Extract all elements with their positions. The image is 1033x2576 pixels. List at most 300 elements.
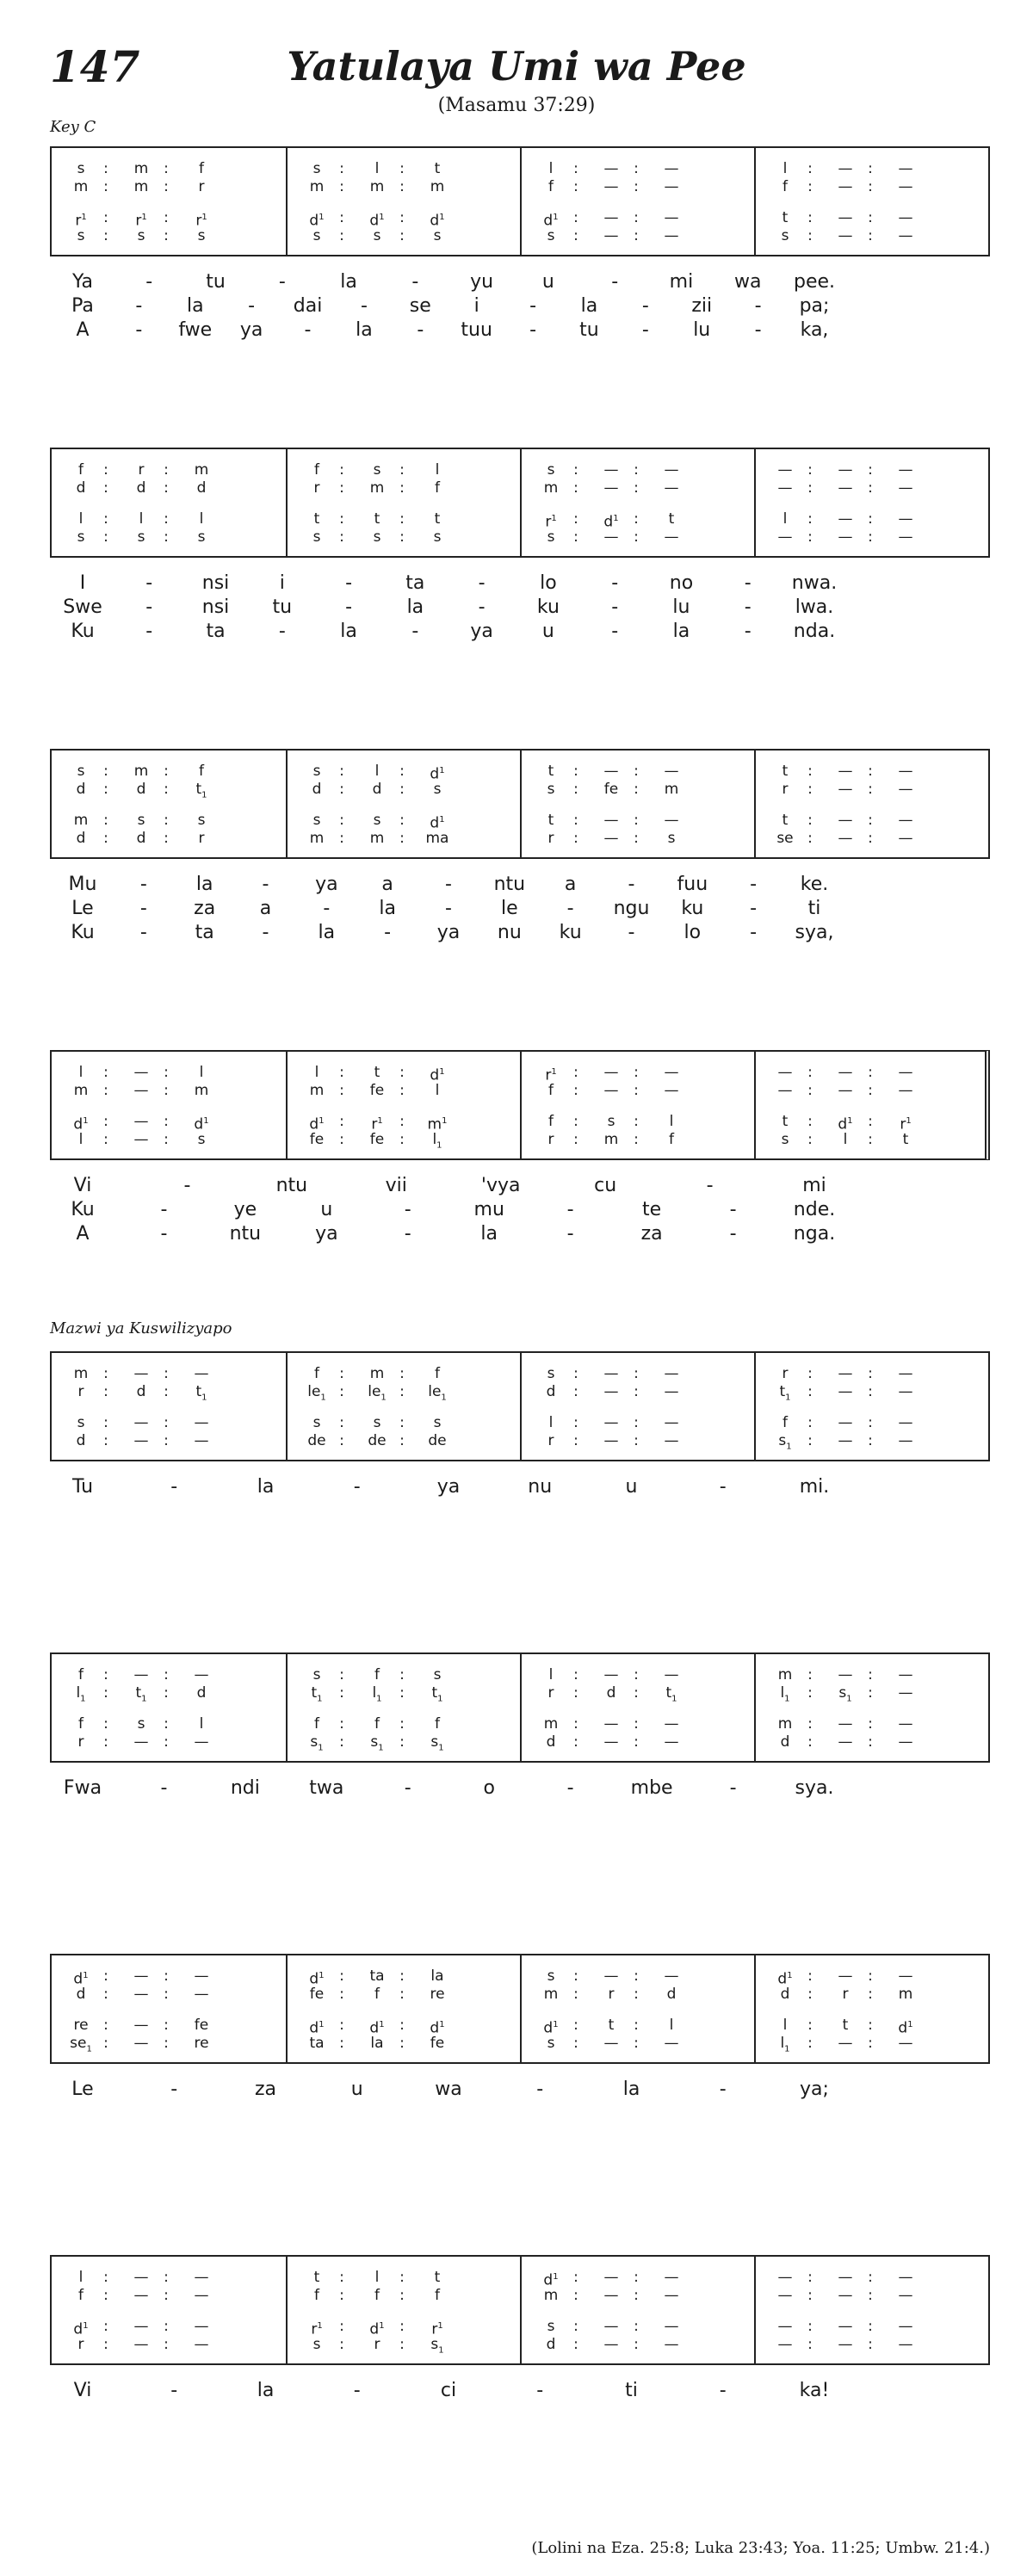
voice-row xyxy=(756,2034,991,2053)
note: d xyxy=(196,1684,207,1702)
note: — xyxy=(838,2336,853,2353)
note: l xyxy=(314,1064,319,1081)
voice-row xyxy=(52,1665,287,1684)
note: — xyxy=(898,2287,913,2304)
note: — xyxy=(664,2287,679,2304)
beat-separator: : xyxy=(164,2287,169,2304)
lyric-line xyxy=(50,1223,990,1245)
voice-row xyxy=(52,1431,287,1450)
beat-separator: : xyxy=(103,812,108,829)
note: — xyxy=(838,2269,853,2286)
beat-separator: : xyxy=(339,2269,344,2286)
beat-separator: : xyxy=(103,1365,108,1382)
lyric-syllable: cu xyxy=(594,1175,617,1196)
voice-row xyxy=(288,1967,523,1986)
note: d xyxy=(136,781,146,798)
beat-separator: : xyxy=(807,1715,813,1733)
note: l xyxy=(199,510,204,528)
voice-row xyxy=(522,1063,757,1082)
voice-row xyxy=(756,2286,991,2305)
lyric-syllable: la xyxy=(580,295,598,317)
voice-row xyxy=(522,1382,757,1401)
lyric-syllable: ntu xyxy=(493,874,526,895)
beat-separator: : xyxy=(807,1365,813,1382)
beat-separator: : xyxy=(164,528,169,546)
syllable-hyphen: - xyxy=(145,271,153,293)
lyric-syllable: ye xyxy=(233,1199,257,1220)
note: — xyxy=(777,461,793,479)
note: m xyxy=(194,461,209,479)
note: r xyxy=(313,479,320,497)
beat-separator: : xyxy=(339,2287,344,2304)
beat-separator: : xyxy=(399,1113,405,1130)
note: — xyxy=(838,461,853,479)
note: $s_1$ xyxy=(430,1733,444,1753)
beat-separator: : xyxy=(573,2017,578,2034)
notation-system xyxy=(50,1652,990,1763)
voice-row xyxy=(52,208,287,230)
beat-separator: : xyxy=(807,528,813,546)
syllable-hyphen: - xyxy=(719,2079,727,2100)
measure xyxy=(520,2257,755,2363)
syllable-hyphen: - xyxy=(750,874,758,895)
lyric-syllable: Swe xyxy=(63,596,102,618)
note: m xyxy=(543,1986,559,2003)
note: t xyxy=(668,510,675,528)
lyric-syllable: Ya xyxy=(72,271,93,293)
lyric-line xyxy=(50,319,990,342)
beat-separator: : xyxy=(634,781,639,798)
beat-separator: : xyxy=(868,528,873,546)
note: d xyxy=(76,830,86,847)
beat-separator: : xyxy=(868,1666,873,1683)
note: — xyxy=(838,160,853,177)
beat-separator: : xyxy=(399,528,405,546)
measure xyxy=(754,1052,989,1158)
syllable-hyphen: - xyxy=(262,874,269,895)
beat-separator: : xyxy=(164,1113,169,1130)
syllable-hyphen: - xyxy=(566,1223,574,1245)
lyric-syllable: ya xyxy=(436,922,461,943)
beat-separator: : xyxy=(807,227,813,244)
note: — xyxy=(603,1082,619,1099)
lyric-syllable: u xyxy=(625,1476,638,1498)
syllable-hyphen: - xyxy=(628,874,635,895)
note: l xyxy=(669,2017,674,2034)
voice-row xyxy=(52,510,287,528)
note: fe xyxy=(430,2035,445,2052)
beat-separator: : xyxy=(103,510,108,528)
voice-row xyxy=(288,2016,523,2035)
note: — xyxy=(898,1968,913,1985)
voice-row xyxy=(52,780,287,799)
beat-separator: : xyxy=(399,1064,405,1081)
note: — xyxy=(838,479,853,497)
note: s xyxy=(433,781,442,798)
syllable-hyphen: - xyxy=(641,319,649,341)
beat-separator: : xyxy=(164,1733,169,1751)
lyric-syllable: a xyxy=(381,874,393,895)
voice-row xyxy=(288,177,523,196)
lyric-syllable: ta xyxy=(195,922,214,943)
lyric-syllable: u xyxy=(541,621,554,642)
syllable-hyphen: - xyxy=(304,319,312,341)
syllable-hyphen: - xyxy=(404,1199,411,1220)
note: s xyxy=(373,812,381,829)
syllable-hyphen: - xyxy=(135,295,143,317)
note: — xyxy=(133,1414,149,1431)
syllable-hyphen: - xyxy=(566,898,574,919)
syllable-hyphen: - xyxy=(170,2079,178,2100)
note: — xyxy=(133,1733,149,1751)
note: — xyxy=(838,1064,853,1081)
note: — xyxy=(194,2287,209,2304)
note: s xyxy=(312,1666,321,1683)
note: f xyxy=(374,2287,380,2304)
lyric-syllable: lo xyxy=(684,922,702,943)
note: $d^1$ xyxy=(543,2271,559,2289)
note: $t_1$ xyxy=(431,1684,443,1704)
beat-separator: : xyxy=(164,227,169,244)
lyric-syllable: Mu xyxy=(68,874,97,895)
note: d xyxy=(136,830,146,847)
beat-separator: : xyxy=(634,1414,639,1431)
beat-separator: : xyxy=(868,1986,873,2003)
lyric-syllable: la xyxy=(195,874,213,895)
note: r xyxy=(782,781,789,798)
beat-separator: : xyxy=(634,1113,639,1130)
beat-separator: : xyxy=(103,1432,108,1449)
measure xyxy=(520,751,755,857)
beat-separator: : xyxy=(399,1383,405,1400)
beat-separator: : xyxy=(573,2269,578,2286)
beat-separator: : xyxy=(807,479,813,497)
beat-separator: : xyxy=(634,178,639,195)
note: s xyxy=(137,1715,145,1733)
note: $d^1$ xyxy=(73,1115,89,1134)
beat-separator: : xyxy=(573,1113,578,1130)
syllable-hyphen: - xyxy=(729,1223,737,1245)
voice-row xyxy=(52,1683,287,1702)
note: — xyxy=(194,2318,209,2335)
beat-separator: : xyxy=(103,2336,108,2353)
voice-row xyxy=(522,1733,757,1751)
beat-separator: : xyxy=(164,2336,169,2353)
beat-separator: : xyxy=(339,1684,344,1702)
lyric-syllable: pa; xyxy=(799,295,830,317)
beat-separator: : xyxy=(399,160,405,177)
syllable-hyphen: - xyxy=(183,1175,191,1196)
note: — xyxy=(777,479,793,497)
note: s xyxy=(77,763,85,780)
lyric-line xyxy=(50,922,990,944)
beat-separator: : xyxy=(868,461,873,479)
syllable-hyphen: - xyxy=(445,898,452,919)
note: m xyxy=(369,178,385,195)
syllable-hyphen: - xyxy=(411,271,419,293)
note: — xyxy=(133,2035,149,2052)
beat-separator: : xyxy=(868,830,873,847)
voice-row xyxy=(288,460,523,479)
voice-row xyxy=(288,1364,523,1383)
syllable-hyphen: - xyxy=(345,596,353,618)
voice-row xyxy=(756,1112,991,1134)
note: f xyxy=(374,1986,380,2003)
note: re xyxy=(194,2035,209,2052)
lyric-syllable: Vi xyxy=(73,1175,92,1196)
syllable-hyphen: - xyxy=(262,922,269,943)
voice-row xyxy=(522,1431,757,1450)
voice-row xyxy=(522,762,757,781)
note: l xyxy=(139,510,144,528)
note: t xyxy=(608,2017,615,2034)
lyric-syllable: lu xyxy=(693,319,711,341)
beat-separator: : xyxy=(339,1968,344,1985)
note: — xyxy=(898,781,913,798)
voice-row xyxy=(522,1683,757,1702)
lyric-syllable: la xyxy=(318,922,336,943)
note: $le_1$ xyxy=(307,1383,326,1403)
note: — xyxy=(133,2287,149,2304)
voice-row xyxy=(522,1364,757,1383)
beat-separator: : xyxy=(807,2287,813,2304)
lyric-syllable: ya xyxy=(436,1476,461,1498)
note: $t_1$ xyxy=(311,1684,323,1704)
lyric-syllable: nu xyxy=(528,1476,553,1498)
syllable-hyphen: - xyxy=(744,572,752,594)
lyric-syllable: mu xyxy=(473,1199,504,1220)
voice-row xyxy=(288,1733,523,1751)
note: f xyxy=(782,1414,788,1431)
syllable-hyphen: - xyxy=(384,922,392,943)
note: — xyxy=(664,1715,679,1733)
note: t xyxy=(547,763,554,780)
beat-separator: : xyxy=(103,178,108,195)
lyric-syllable: I xyxy=(79,572,86,594)
note: — xyxy=(838,763,853,780)
lyric-syllable: ya xyxy=(315,1223,338,1245)
beat-separator: : xyxy=(164,812,169,829)
note: fe xyxy=(309,1131,325,1148)
beat-separator: : xyxy=(634,479,639,497)
note: — xyxy=(664,2269,679,2286)
note: s xyxy=(77,227,85,244)
beat-separator: : xyxy=(868,1432,873,1449)
note: s xyxy=(373,461,381,479)
note: l xyxy=(78,1131,84,1148)
note: — xyxy=(133,1986,149,2003)
lyric-line xyxy=(50,271,990,293)
note: — xyxy=(133,1131,149,1148)
beat-separator: : xyxy=(868,1064,873,1081)
lyric-syllable: ke. xyxy=(800,874,829,895)
voice-row xyxy=(288,2317,523,2336)
note: s xyxy=(547,1365,555,1382)
beat-separator: : xyxy=(807,510,813,528)
note: l xyxy=(199,1715,204,1733)
voice-row xyxy=(756,510,991,528)
note: $r^1$ xyxy=(900,1115,912,1134)
beat-separator: : xyxy=(103,461,108,479)
beat-separator: : xyxy=(103,2269,108,2286)
note: s xyxy=(197,812,206,829)
beat-separator: : xyxy=(868,1968,873,1985)
beat-separator: : xyxy=(634,510,639,528)
beat-separator: : xyxy=(399,1432,405,1449)
note: — xyxy=(664,1383,679,1400)
measure xyxy=(520,148,755,255)
measure xyxy=(520,1353,755,1460)
beat-separator: : xyxy=(807,461,813,479)
note: m xyxy=(543,2287,559,2304)
beat-separator: : xyxy=(807,178,813,195)
note: fe xyxy=(369,1082,385,1099)
beat-separator: : xyxy=(807,2035,813,2052)
note: — xyxy=(603,1365,619,1382)
note: — xyxy=(664,763,679,780)
note: ta xyxy=(369,1968,385,1985)
note: t xyxy=(434,510,441,528)
voice-row xyxy=(52,762,287,781)
lyric-syllable: ku xyxy=(559,922,582,943)
beat-separator: : xyxy=(399,763,405,780)
voice-row xyxy=(756,811,991,830)
lyric-syllable: la xyxy=(379,898,396,919)
note: $l_1$ xyxy=(780,2035,790,2054)
beat-separator: : xyxy=(868,2269,873,2286)
measure xyxy=(286,1353,521,1460)
note: — xyxy=(898,1684,913,1702)
note: f xyxy=(548,1113,554,1130)
voice-row xyxy=(756,208,991,227)
beat-separator: : xyxy=(634,812,639,829)
beat-separator: : xyxy=(339,510,344,528)
note: t xyxy=(782,812,789,829)
beat-separator: : xyxy=(339,461,344,479)
beat-separator: : xyxy=(634,1666,639,1683)
note: l xyxy=(199,1064,204,1081)
lyric-line xyxy=(50,2079,990,2101)
measure xyxy=(286,1654,521,1761)
beat-separator: : xyxy=(634,2318,639,2335)
syllable-hyphen: - xyxy=(750,898,758,919)
note: — xyxy=(664,812,679,829)
lyric-syllable: mbe xyxy=(630,1777,673,1799)
measure xyxy=(52,1955,287,2062)
voice-row xyxy=(288,159,523,178)
note: l xyxy=(435,1082,440,1099)
note: — xyxy=(664,461,679,479)
voice-row xyxy=(756,2335,991,2354)
lyric-syllable: tu xyxy=(579,319,599,341)
beat-separator: : xyxy=(807,1432,813,1449)
voice-row xyxy=(288,1665,523,1684)
note: m xyxy=(133,160,149,177)
voice-row xyxy=(756,1967,991,1986)
note: $l_1$ xyxy=(372,1684,382,1704)
beat-separator: : xyxy=(103,2035,108,2052)
note: — xyxy=(194,2269,209,2286)
measure xyxy=(286,1955,521,2062)
note: m xyxy=(73,812,89,829)
notation-system xyxy=(50,2255,990,2365)
beat-separator: : xyxy=(399,227,405,244)
note: — xyxy=(898,479,913,497)
voice-row xyxy=(288,510,523,528)
lyric-syllable: a xyxy=(564,874,577,895)
measure xyxy=(754,148,989,255)
lyric-syllable: nde. xyxy=(793,1199,836,1220)
note: — xyxy=(898,2269,913,2286)
voice-row xyxy=(756,2317,991,2336)
note: $d^1$ xyxy=(543,2019,559,2037)
note: f xyxy=(435,2287,440,2304)
note: d xyxy=(780,1986,790,2003)
lyric-syllable: la xyxy=(257,2380,275,2401)
note: — xyxy=(838,1414,853,1431)
voice-row xyxy=(756,177,991,196)
note: t xyxy=(782,1113,789,1130)
note: d xyxy=(76,479,86,497)
lyric-syllable: ci xyxy=(440,2380,457,2401)
beat-separator: : xyxy=(164,1684,169,1702)
beat-separator: : xyxy=(103,1986,108,2003)
voice-row xyxy=(52,2286,287,2305)
note: — xyxy=(898,812,913,829)
beat-separator: : xyxy=(103,1715,108,1733)
beat-separator: : xyxy=(399,461,405,479)
beat-separator: : xyxy=(399,2017,405,2034)
voice-row xyxy=(288,1063,523,1082)
note: $s_1$ xyxy=(430,2336,444,2356)
note: — xyxy=(664,1414,679,1431)
note: $d^1$ xyxy=(603,513,619,531)
note: — xyxy=(194,1733,209,1751)
beat-separator: : xyxy=(103,2287,108,2304)
note: l xyxy=(435,461,440,479)
beat-separator: : xyxy=(868,781,873,798)
note: f xyxy=(199,763,204,780)
note: $m^1$ xyxy=(427,1115,448,1134)
note: s xyxy=(312,812,321,829)
beat-separator: : xyxy=(634,209,639,226)
beat-separator: : xyxy=(634,2035,639,2052)
measure xyxy=(52,449,287,556)
beat-separator: : xyxy=(164,1383,169,1400)
beat-separator: : xyxy=(573,1968,578,1985)
syllable-hyphen: - xyxy=(719,2380,727,2401)
note: — xyxy=(664,2336,679,2353)
syllable-hyphen: - xyxy=(744,621,752,642)
note: l xyxy=(374,763,380,780)
beat-separator: : xyxy=(573,781,578,798)
beat-separator: : xyxy=(868,2035,873,2052)
note: s xyxy=(312,528,321,546)
lyric-syllable: lo xyxy=(540,572,557,594)
note: f xyxy=(669,1131,674,1148)
voice-row xyxy=(522,1413,757,1432)
lyric-syllable: pee. xyxy=(793,271,836,293)
beat-separator: : xyxy=(868,2287,873,2304)
lyric-syllable: la xyxy=(622,2079,640,2100)
syllable-hyphen: - xyxy=(278,271,286,293)
beat-separator: : xyxy=(399,510,405,528)
note: $d^1$ xyxy=(777,1970,793,1988)
note: $r^1$ xyxy=(75,212,87,230)
note: — xyxy=(603,178,619,195)
beat-separator: : xyxy=(399,2336,405,2353)
voice-row xyxy=(756,1063,991,1082)
